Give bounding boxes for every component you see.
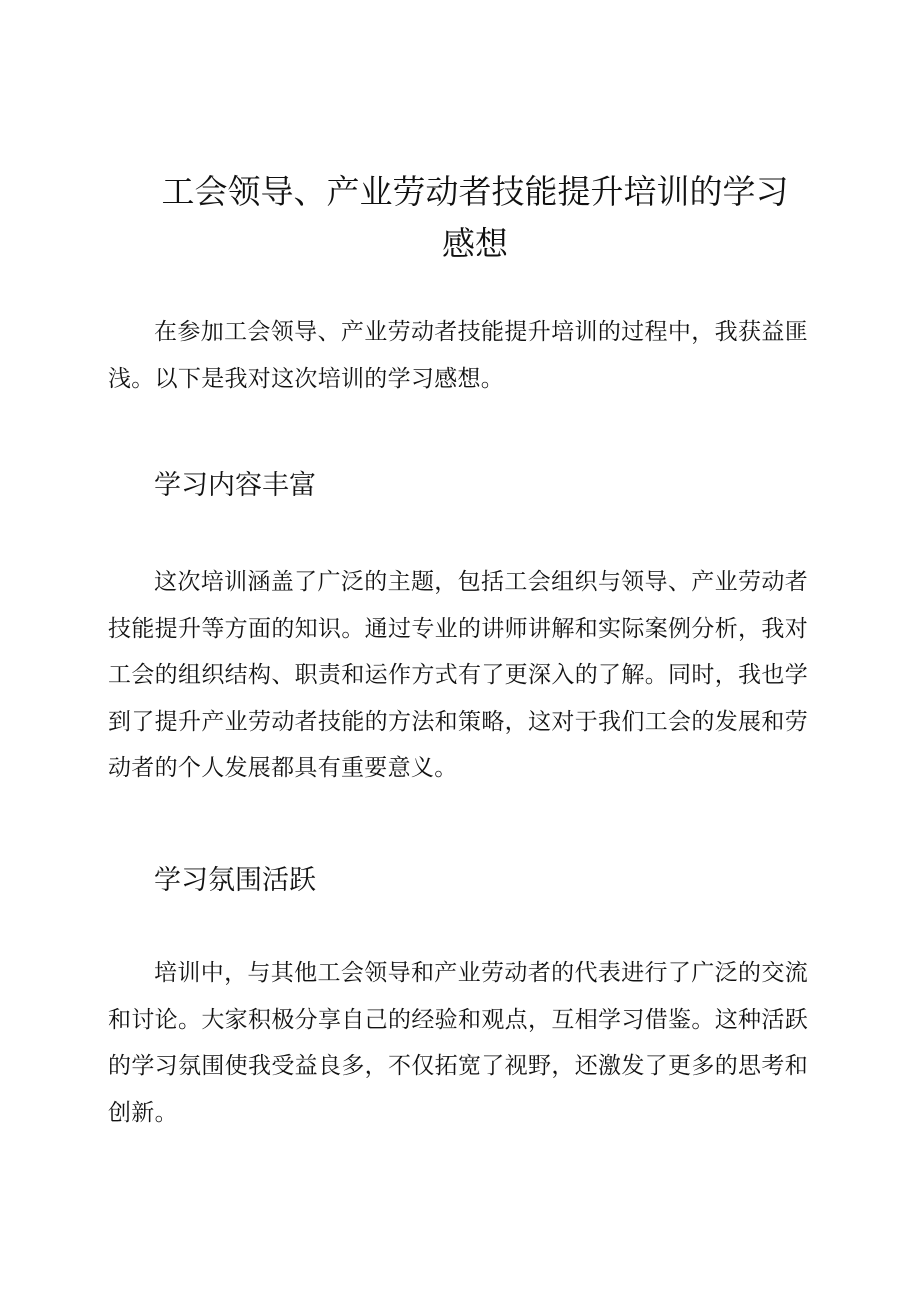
section-body-content: 这次培训涵盖了广泛的主题，包括工会组织与领导、产业劳动者技能提升等方面的知识。通过专业的讲师讲解和实际案例分析，我对工会的组织结构、职责和运作方式有了更深入的了解。同时，我也学到了提升产业劳动者技能的方法和策略，这对于我们工会的发展和劳动者的个人发展都具有重要意义。 bbox=[108, 569, 808, 781]
document-title bbox=[120, 166, 830, 270]
intro-paragraph: 在参加工会领导、产业劳动者技能提升培训的过程中，我获益匪浅。以下是我对这次培训的学习感想。 bbox=[108, 319, 808, 392]
title-line-1: 工会领导、产业劳动者技能提升培训的学习 bbox=[161, 172, 789, 211]
section-heading-content: 学习内容丰富 bbox=[154, 470, 316, 501]
title-line-2: 感想 bbox=[442, 224, 508, 263]
section-heading-atmosphere: 学习氛围活跃 bbox=[154, 865, 316, 896]
section-body-atmosphere: 培训中，与其他工会领导和产业劳动者的代表进行了广泛的交流和讨论。大家积极分享自己的经验和观点，互相学习借鉴。这种活跃的学习氛围使我受益良多，不仅拓宽了视野，还激发了更多的思考和创新。 bbox=[108, 960, 808, 1126]
